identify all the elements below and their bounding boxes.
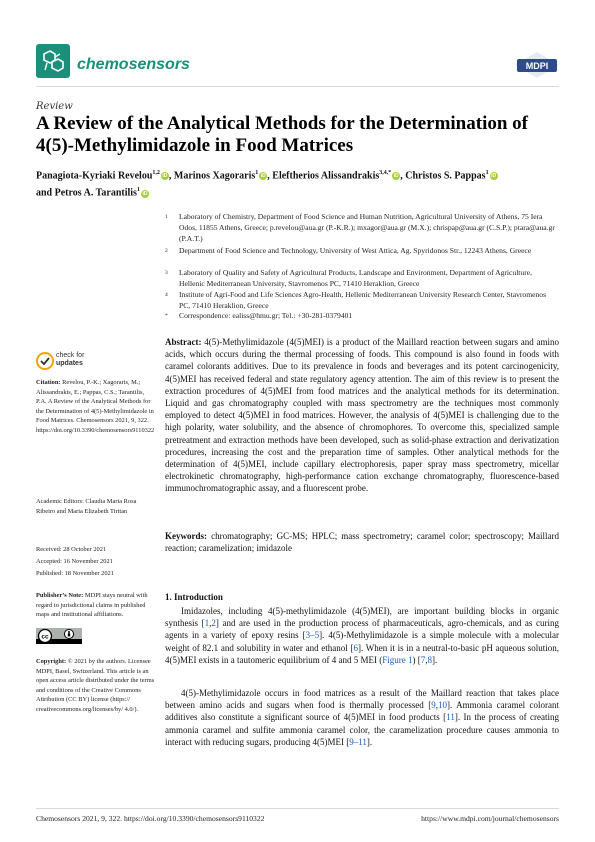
header-divider	[36, 86, 559, 87]
check-updates-line: updates	[56, 360, 83, 367]
affiliation-text: Laboratory of Quality and Safety of Agricultural Products, Landscape and Environment, Department of Agriculture, Hellenic Mediterranean University, Stavromenos PC, 71410 Heraklion, Greece	[179, 268, 533, 288]
journal-name: chemosensors	[77, 56, 190, 73]
intro-text: ] and are used in the production process of pharmaceuticals, agro-chemicals, and as curing agents in a variety of epoxy resins [	[165, 618, 559, 641]
article-title: A Review of the Analytical Methods for the Determination of 4(5)-Methylimidazole in Food Matrices	[36, 113, 528, 156]
intro-text: Imidazoles, including 4(5)-methylimidazole (4(5)MEI), are important building blocks in organic synthesis [	[165, 606, 559, 629]
publisher-note	[36, 591, 156, 620]
affiliation-text: Laboratory of Chemistry, Department of Food Science and Human Nutrition, Agricultural University of Athens, 75 Iera Odos, 11855 Athens, Greece; p.revelou@aua.gr (P.-K.R.); mxagor@aua.gr (M.X.); chrispap@aua.gr (C.S.P.); ptara@aua.gr (P.A.T.)	[179, 212, 555, 243]
publisher-note-text: MDPI stays neutral with regard to jurisdictional claims in published maps and institutional affiliations.	[36, 592, 148, 619]
copyright	[36, 657, 156, 715]
citation-link[interactable]: 11	[446, 712, 455, 723]
citation-link[interactable]: 7	[420, 654, 426, 665]
intro-paragraph-1	[165, 605, 559, 666]
publisher-note-label: Publisher’s Note:	[36, 592, 84, 599]
footer-citation[interactable]: Chemosensors 2021, 9, 322. https://doi.org/10.3390/chemosensors9110322	[36, 814, 265, 823]
affiliation-item	[165, 290, 559, 312]
citation-link[interactable]: 8	[427, 654, 432, 665]
author-affil-sup: 1	[255, 170, 259, 176]
date-accepted: Accepted: 16 November 2021	[36, 558, 113, 565]
date-published: Published: 18 November 2021	[36, 570, 114, 577]
intro-text: 4(5)-Methylimidazole occurs in food matrices as a result of the Maillard reaction that takes place between amino acids and sugars when food is thermally processed [	[165, 688, 559, 711]
author-affil-sup: 1	[136, 187, 140, 194]
affiliation-number: 4	[165, 292, 168, 298]
citation-label: Citation:	[36, 379, 61, 386]
cc-text: cc	[41, 633, 49, 641]
article-type: Review	[36, 101, 73, 112]
journal-logo-icon	[36, 44, 70, 78]
citation-link[interactable]: 1	[204, 618, 210, 629]
section-heading: 1. Introduction	[165, 592, 223, 602]
orcid-icon[interactable]: iD	[162, 173, 168, 180]
citation-link[interactable]: 9–11	[349, 736, 367, 747]
intro-text: ]. In the process of creating ammonia caramel and sulfite ammonia caramel color, the caramelization procedure causes ammonia to interact with reducing sugars, producing 4(5)MEI [	[165, 712, 559, 747]
intro-text: ,	[209, 618, 212, 629]
keywords-label: Keywords:	[165, 531, 207, 541]
figure-link[interactable]: Figure 1	[382, 654, 413, 665]
correspondence-text[interactable]: Correspondence: ealiss@hmu.gr; Tel.: +30-281-0379401	[179, 311, 353, 320]
copyright-label: Copyright:	[36, 658, 67, 665]
author-affil-sup: 1,2	[152, 170, 160, 176]
affiliation-item	[165, 268, 559, 290]
intro-text: ,	[425, 654, 428, 665]
affiliation-item	[165, 212, 559, 243]
abstract-label: Abstract:	[165, 337, 202, 347]
author-affil-sup: 1	[485, 170, 489, 176]
intro-text: ]. 4(5)-Methylimidazole is a simple molecule with a molecular weight of 82.1 and solubility in water and ethanol [	[165, 630, 559, 653]
mdpi-logo-text: MDPI	[525, 61, 549, 71]
citation-block	[36, 378, 156, 436]
intro-text: ,	[435, 700, 438, 711]
orcid-icon[interactable]: iD	[491, 173, 497, 180]
intro-text: ]. Ammonia caramel colorant additives also constitute a significant source of 4(5)MEI in food products [	[165, 700, 559, 723]
citation-link[interactable]: 2	[211, 618, 216, 629]
author-affil-sup: 3,4,*	[379, 170, 392, 176]
intro-text: ) [	[412, 654, 421, 665]
affiliation-number: 1	[165, 214, 168, 220]
citation-text[interactable]: Revelou, P.-K.; Xagoraris, M.; Alissandrakis, E.; Pappas, C.S.; Tarantilis, P.A. A Review of the Analytical Methods for the Determination of 4(5)-Methylimidazole in Food Matrices. Chemosensors 2021, 9, 322. https://doi.org/10.3390/chemosensors9110322	[36, 379, 155, 434]
author-list: Panagiota-Kyriaki Revelou$^{1,2}$iD , Marinos Xagoraris$^1$iD , Eleftherios Alissandrakis$^{3,4,*}$iD , Christos S. Pappas$^1$iD and Petros A. Tarantilis$^1$iD	[36, 170, 497, 199]
date-received: Received: 28 October 2021	[36, 546, 107, 553]
citation-link[interactable]: 3–5	[305, 630, 320, 641]
intro-paragraph-2	[165, 687, 559, 748]
keywords-text: chromatography; GC-MS; HPLC; mass spectrometry; caramel color; spectroscopy; Maillard reaction; caramelization; imidazole	[165, 531, 560, 554]
affiliation-number: 3	[165, 270, 168, 276]
abstract-text: 4(5)-Methylimidazole (4(5)MEI) is a product of the Maillard reaction between sugars and amino acids, which occurs during the thermal processing of foods. This compound is also found in foods with caramel colorants additives. Due to its prevalence in foods and beverages and its potent carcinogenicity, 4(5)MEI has received federal and state regulatory agency attention. The aim of this review is to present the extraction procedures of 4(5)MEI from food matrices and the analytical methods for its determination. Liquid and gas chromatography coupled with mass spectrometry are the techniques most commonly employed to detect 4(5)MEI in food matrices. However, the analysis of 4(5)MEI is challenging due to the high polarity, water solubility, and the absence of chromophores. To overcome this, specialized sample pretreatment and extraction methods have been developed, such as solid-phase extraction and derivatization procedures, increasing the cost and the preparation time of samples. Other analytical methods for the determination of 4(5)MEI, include capillary electrophoresis, paper spray mass spectrometry, micellar electrokinetic chromatography, high-performance cation exchange chromatography, fluorescence-based immunochromatographic assay, and a fluorescent probe.	[165, 337, 559, 494]
orcid-icon[interactable]: iD	[393, 173, 399, 180]
affiliation-text: Institute of Agri-Food and Life Sciences Agro-Health, Hellenic Mediterranean University Research Center, Stavromenos PC, 71410 Heraklion, Greece	[179, 290, 547, 310]
footer-journal-url[interactable]: https://www.mdpi.com/journal/chemosensors	[421, 814, 559, 823]
check-updates-label[interactable]	[56, 352, 84, 368]
cc-by-license-icon[interactable]	[36, 628, 82, 644]
author-name[interactable]: Christos S. Pappas	[405, 170, 486, 182]
citation-link[interactable]: 9	[431, 700, 436, 711]
keywords	[165, 530, 559, 554]
intro-text: ]. When it is in a neutral-to-basic pH aqueous solution, 4(5)MEI exists in a tautomeric equilibrium of 4 and 5 MEI (	[165, 642, 559, 665]
check-updates-icon[interactable]	[36, 352, 54, 370]
affiliation-text: Department of Food Science and Technology, University of West Attica, Ag. Spyridonos Str., 12243 Athens, Greece	[179, 246, 532, 255]
academic-editors: Academic Editors: Claudia Maria Rosa Ribeiro and Maria Elizabeth Tiritan	[36, 498, 137, 515]
author-name[interactable]: Marinos Xagoraris	[173, 170, 256, 182]
citation-link[interactable]: 10	[437, 700, 447, 711]
affiliation-item	[165, 246, 559, 268]
copyright-text: © 2021 by the authors. Licensee MDPI, Basel, Switzerland. This article is an open access article distributed under the terms and conditions of the Creative Commons Attribution (CC BY) license (https:// creativecommons.org/licenses/by/ 4.0/).	[36, 658, 155, 713]
citation-link[interactable]: 6	[353, 642, 358, 653]
intro-text: ].	[431, 654, 438, 665]
orcid-icon[interactable]: iD	[142, 190, 148, 197]
intro-text: ].	[366, 736, 373, 747]
affiliation-number: *	[165, 313, 168, 319]
footer-divider	[36, 808, 559, 809]
author-name[interactable]: Eleftherios Alissandrakis	[272, 170, 380, 182]
abstract	[165, 336, 559, 495]
mdpi-logo-icon	[515, 52, 559, 78]
check-updates-line: check for	[56, 352, 85, 359]
orcid-icon[interactable]: iD	[260, 173, 266, 180]
author-name[interactable]: Petros A. Tarantilis	[54, 187, 137, 199]
affiliation-number: 2	[165, 248, 168, 254]
affiliation-item	[165, 311, 559, 322]
author-name[interactable]: Panagiota-Kyriaki Revelou	[36, 170, 153, 182]
